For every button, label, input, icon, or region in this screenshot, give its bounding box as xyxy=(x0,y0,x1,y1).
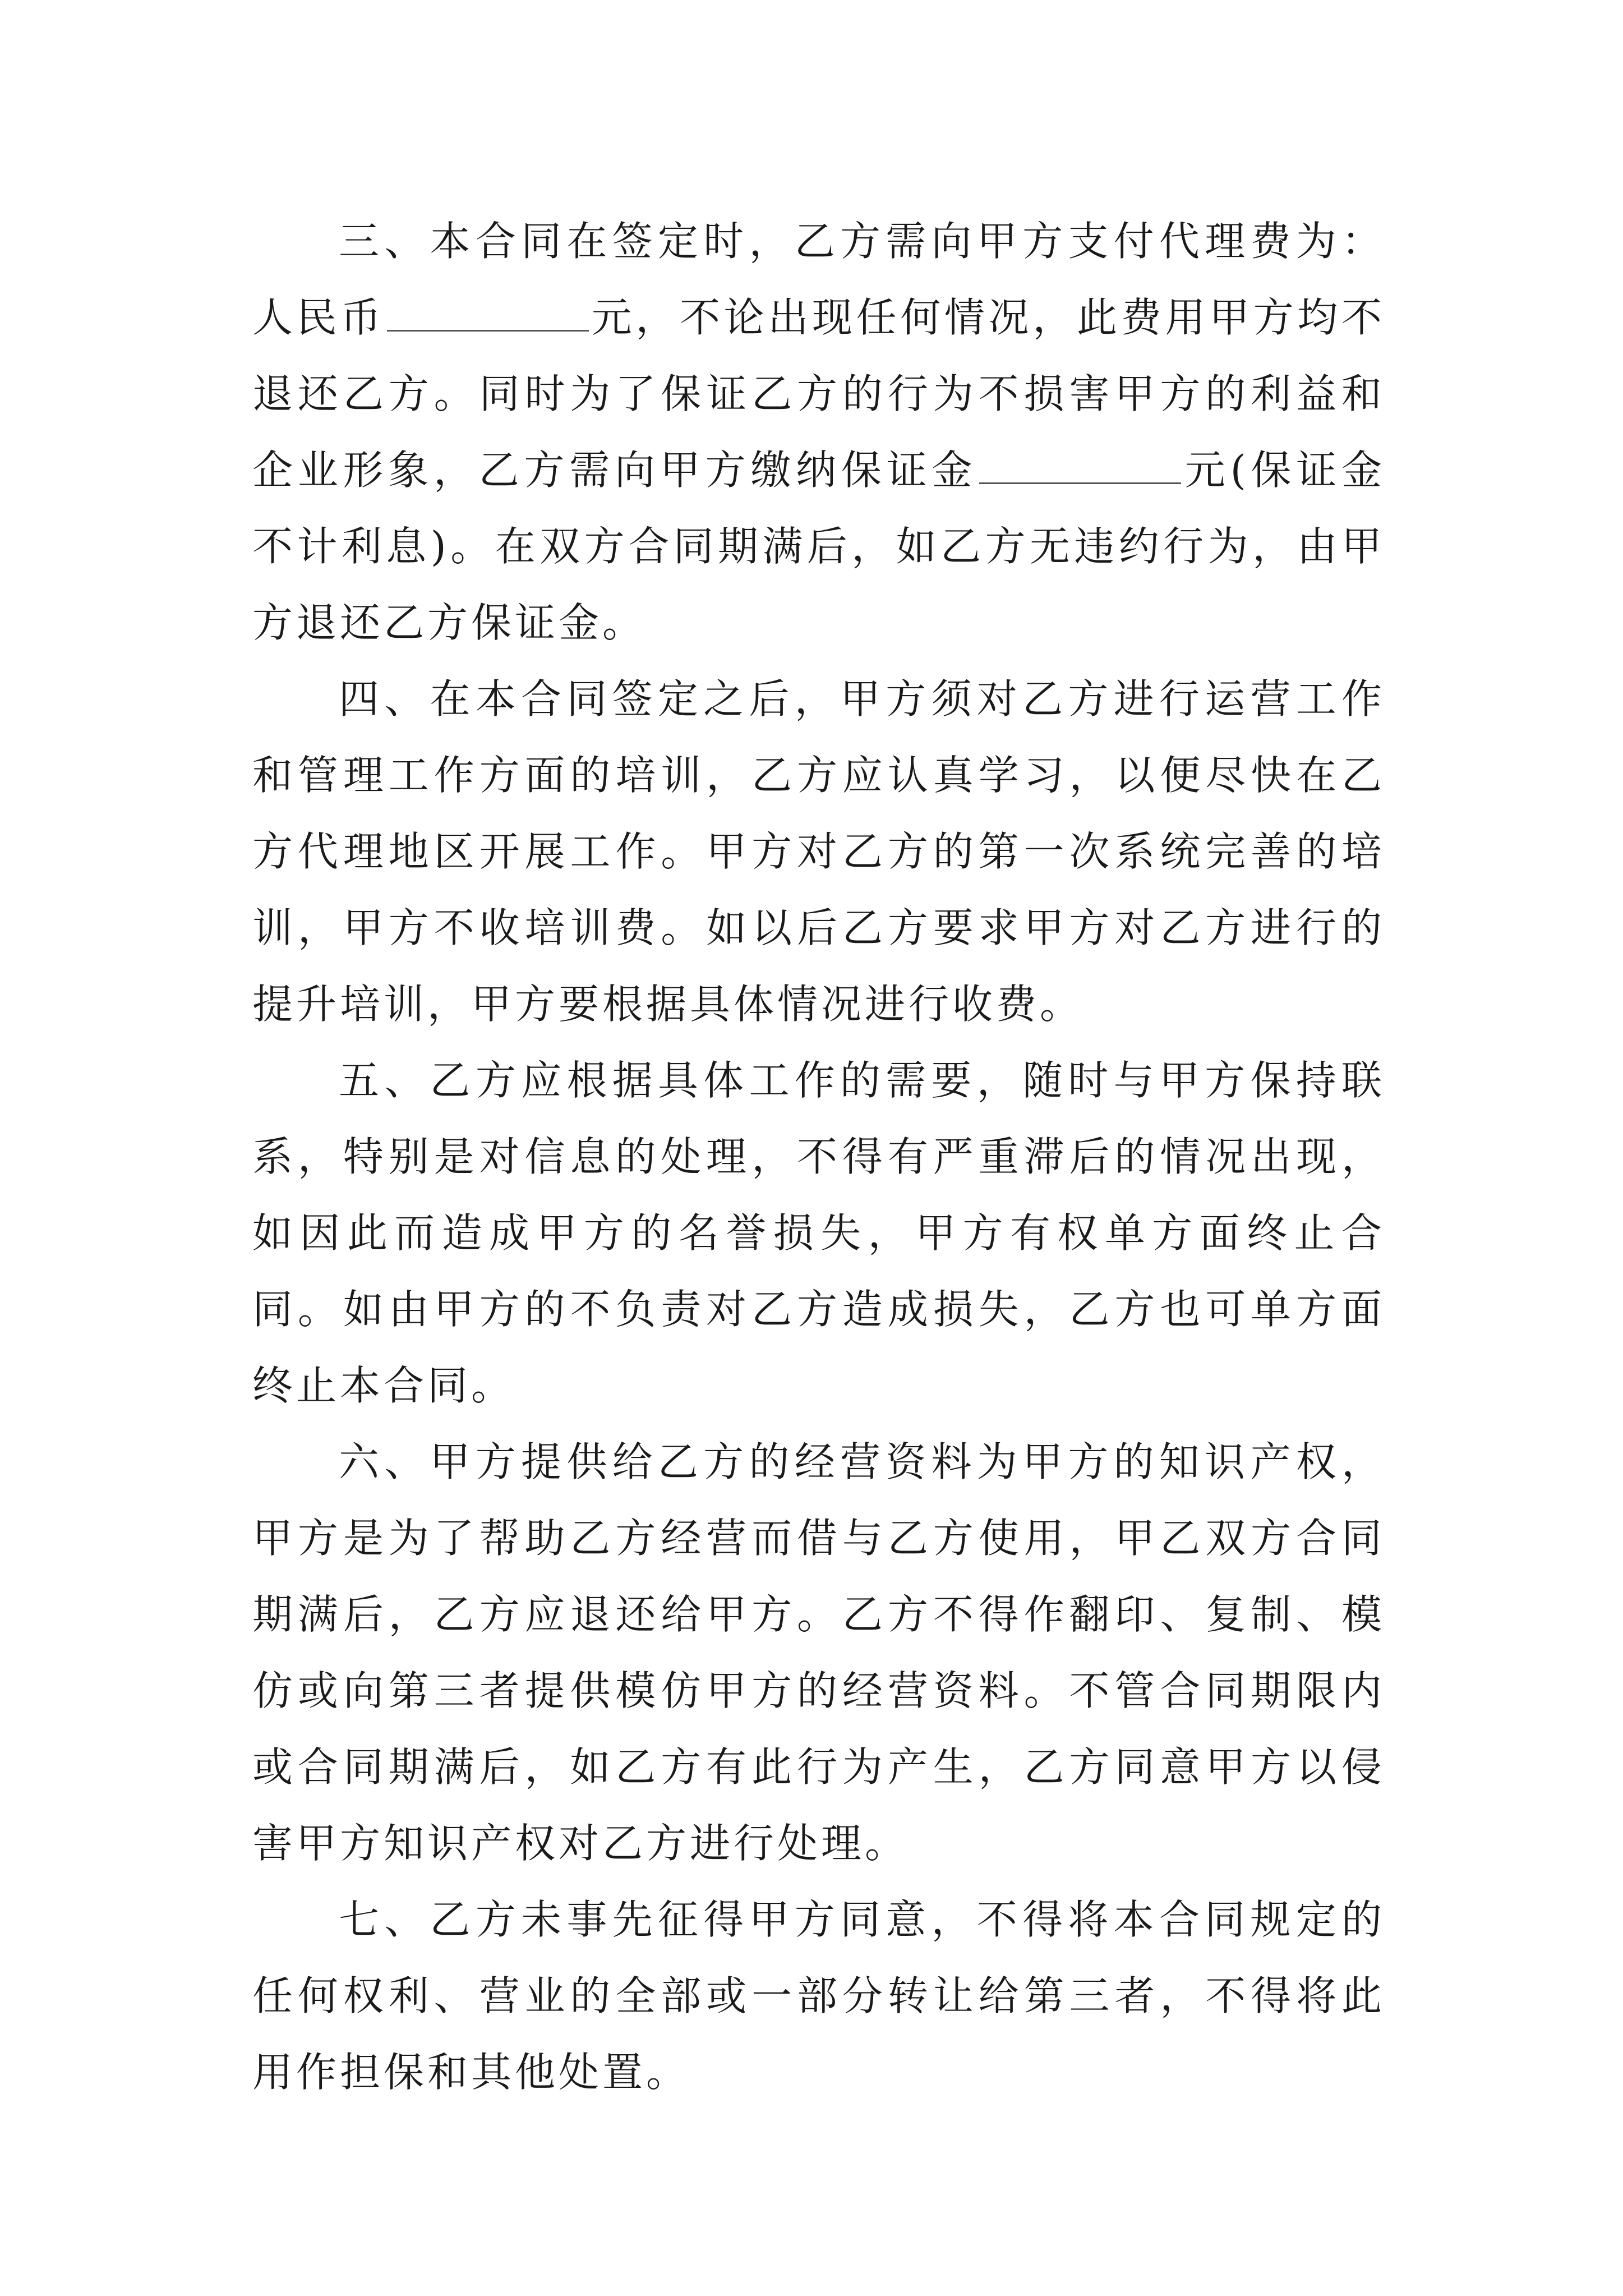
clause-3-text-part3: 元(保证金不计利息)。在双方合同期满后，如乙方无违约行为，由甲方退还乙方保证金。 xyxy=(252,447,1385,646)
clause-4: 四、在本合同签定之后，甲方须对乙方进行运营工作和管理工作方面的培训，乙方应认真学习，以便尽快在乙方代理地区开展工作。甲方对乙方的第一次系统完善的培训，甲方不收培训费。如以后乙方要求甲方对乙方进行的提升培训，甲方要根据具体情况进行收费。 xyxy=(252,675,1385,1028)
clause-7: 七、乙方未事先征得甲方同意，不得将本合同规定的任何权利、营业的全部或一部分转让给第三者，不得将此用作担保和其他处置。 xyxy=(252,1896,1385,2096)
clause-5: 五、乙方应根据具体工作的需要，随时与甲方保持联系，特别是对信息的处理，不得有严重滞后的情况出现，如因此而造成甲方的名誉损失，甲方有权单方面终止合同。如由甲方的不负责对乙方造成损失，乙方也可单方面终止本合同。 xyxy=(252,1057,1385,1409)
agency-fee-blank xyxy=(387,296,589,332)
clause-3-text-part2: 元，不论出现任何情况，此费用甲方均不退还乙方。同时为了保证乙方的行为不损害甲方的利益和企业形象，乙方需向甲方缴纳保证金 xyxy=(252,294,1385,494)
document-body xyxy=(252,203,1385,2110)
clause-3 xyxy=(252,203,1385,661)
clause-3-text-part1: 三、本合同在签定时，乙方需向甲方支付代理费为：人民币 xyxy=(252,218,1385,341)
clause-6: 六、甲方提供给乙方的经营资料为甲方的知识产权，甲方是为了帮助乙方经营而借与乙方使用，甲乙双方合同期满后，乙方应退还给甲方。乙方不得作翻印、复制、模仿或向第三者提供模仿甲方的经营资料。不管合同期限内或合同期满后，如乙方有此行为产生，乙方同意甲方以侵害甲方知识产权对乙方进行处理。 xyxy=(252,1438,1385,1867)
deposit-blank xyxy=(979,449,1181,484)
